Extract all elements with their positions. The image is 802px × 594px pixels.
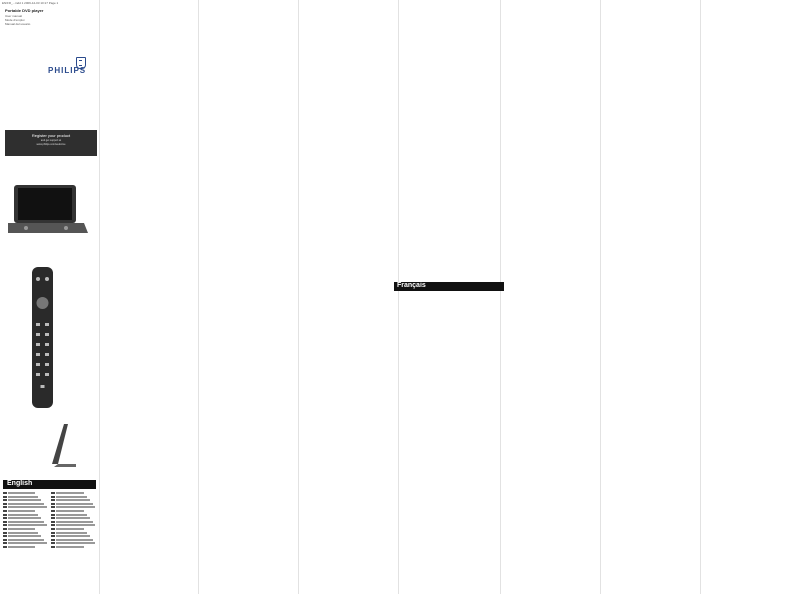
toc-title — [8, 539, 44, 541]
toc-title — [56, 528, 84, 530]
toc-entry — [3, 496, 48, 498]
toc-number — [51, 521, 55, 523]
toc-title — [8, 528, 35, 530]
toc-number — [51, 506, 55, 508]
toc-entry — [3, 506, 48, 508]
toc-title — [8, 546, 35, 548]
toc-entry — [3, 510, 48, 512]
toc-entry — [3, 532, 48, 534]
french-section-bar — [394, 282, 504, 291]
toc-entry — [51, 503, 96, 505]
toc-entry — [3, 542, 48, 544]
text-column-english-2 — [201, 8, 296, 590]
toc-title — [8, 514, 38, 516]
toc-number — [51, 514, 55, 516]
fold-line — [99, 0, 100, 594]
text-column-english-3 — [300, 8, 396, 590]
toc-title — [56, 496, 87, 498]
toc-title — [8, 532, 38, 534]
toc-number — [3, 542, 7, 544]
toc-number — [51, 524, 55, 526]
toc-title — [56, 499, 90, 501]
text-column-french-3 — [602, 8, 698, 590]
toc-title — [56, 539, 93, 541]
toc-number — [51, 532, 55, 534]
toc-title — [56, 514, 87, 516]
toc-number — [51, 496, 55, 498]
toc-entry — [3, 535, 48, 537]
toc-title — [8, 496, 38, 498]
toc-entry — [51, 542, 96, 544]
toc-number — [3, 492, 7, 494]
toc-entry — [51, 546, 96, 548]
cover-subtitle: User manual — [5, 14, 23, 18]
toc-number — [3, 521, 7, 523]
toc-title — [8, 503, 44, 505]
toc-title — [56, 517, 90, 519]
toc-entry — [51, 506, 96, 508]
toc-title — [8, 517, 41, 519]
toc-entry — [3, 514, 48, 516]
toc-entry — [51, 492, 96, 494]
toc-number — [3, 539, 7, 541]
toc-title — [8, 499, 41, 501]
portable-dvd-player-illustration — [6, 183, 89, 236]
toc-entry — [3, 521, 48, 523]
english-section-title: English — [7, 480, 33, 487]
print-header: EN/FR_...indd 1 2009-12-03 10:17 Page 1 — [2, 1, 59, 5]
cover-title: Portable DVD player — [5, 8, 44, 13]
toc-title — [8, 506, 47, 508]
register-line: and get support at — [40, 139, 62, 142]
cover-subtitles — [5, 14, 98, 26]
toc-title — [56, 532, 87, 534]
toc-entry — [51, 521, 96, 523]
text-column-french-1 — [400, 294, 498, 590]
toc-entry — [3, 539, 48, 541]
fold-line — [298, 0, 299, 594]
toc-title — [56, 524, 96, 526]
register-url: www.philips.com/welcome — [36, 143, 66, 146]
toc-title — [8, 521, 44, 523]
toc-entry — [51, 496, 96, 498]
toc-title — [56, 521, 93, 523]
toc-number — [3, 514, 7, 516]
toc-title — [8, 542, 47, 544]
toc-number — [3, 496, 7, 498]
toc-number — [51, 528, 55, 530]
player-stand-illustration — [48, 420, 78, 470]
toc-entry — [51, 528, 96, 530]
english-section-bar — [3, 480, 96, 489]
toc-entry — [3, 546, 48, 548]
toc-entry — [51, 499, 96, 501]
french-section-title: Français — [397, 282, 426, 289]
register-box — [5, 130, 97, 156]
fold-line — [500, 0, 501, 594]
toc-entry — [51, 532, 96, 534]
toc-number — [3, 517, 7, 519]
toc-title — [56, 546, 84, 548]
toc-number — [51, 517, 55, 519]
toc-number — [51, 492, 55, 494]
toc-title — [56, 503, 93, 505]
toc-number — [3, 546, 7, 548]
toc-number — [3, 524, 7, 526]
toc-number — [3, 535, 7, 537]
toc-entry — [51, 517, 96, 519]
toc-number — [3, 532, 7, 534]
toc-title — [56, 492, 84, 494]
toc-entry — [51, 535, 96, 537]
toc-entry — [3, 517, 48, 519]
text-column-french-2 — [502, 8, 598, 590]
toc-title — [8, 535, 41, 537]
toc-number — [51, 542, 55, 544]
toc-number — [51, 510, 55, 512]
toc-entry — [51, 514, 96, 516]
toc-entry — [51, 510, 96, 512]
toc-number — [51, 503, 55, 505]
toc-entry — [51, 524, 96, 526]
text-column-english-1 — [101, 8, 196, 590]
toc-number — [51, 499, 55, 501]
fold-line — [700, 0, 701, 594]
toc-entry — [3, 492, 48, 494]
fold-line — [398, 0, 399, 594]
toc-title — [8, 524, 47, 526]
brand-logo: PHILIPS — [48, 66, 87, 75]
toc-number — [51, 535, 55, 537]
toc-entry — [3, 524, 48, 526]
fold-line — [198, 0, 199, 594]
register-heading: Register your product — [31, 133, 71, 138]
toc-title — [56, 506, 96, 508]
text-column-french-4 — [702, 8, 799, 590]
toc-number — [3, 528, 7, 530]
toc-title — [56, 510, 84, 512]
toc-number — [3, 503, 7, 505]
toc-number — [3, 510, 7, 512]
toc-number — [3, 499, 7, 501]
toc-title — [8, 510, 35, 512]
toc-entry — [3, 503, 48, 505]
table-of-contents — [3, 492, 95, 550]
cover-subtitle: Manual del usuario — [5, 22, 31, 26]
cover-title-block — [5, 8, 98, 26]
text-column-english-4 — [400, 8, 498, 278]
toc-number — [51, 546, 55, 548]
toc-entry — [3, 528, 48, 530]
toc-title — [8, 492, 35, 494]
toc-title — [56, 542, 96, 544]
toc-number — [3, 506, 7, 508]
fold-line — [600, 0, 601, 594]
cover-subtitle: Mode d'emploi — [5, 18, 25, 22]
toc-number — [51, 539, 55, 541]
toc-title — [56, 535, 90, 537]
toc-entry — [51, 539, 96, 541]
toc-entry — [3, 499, 48, 501]
remote-control-illustration — [30, 265, 55, 410]
